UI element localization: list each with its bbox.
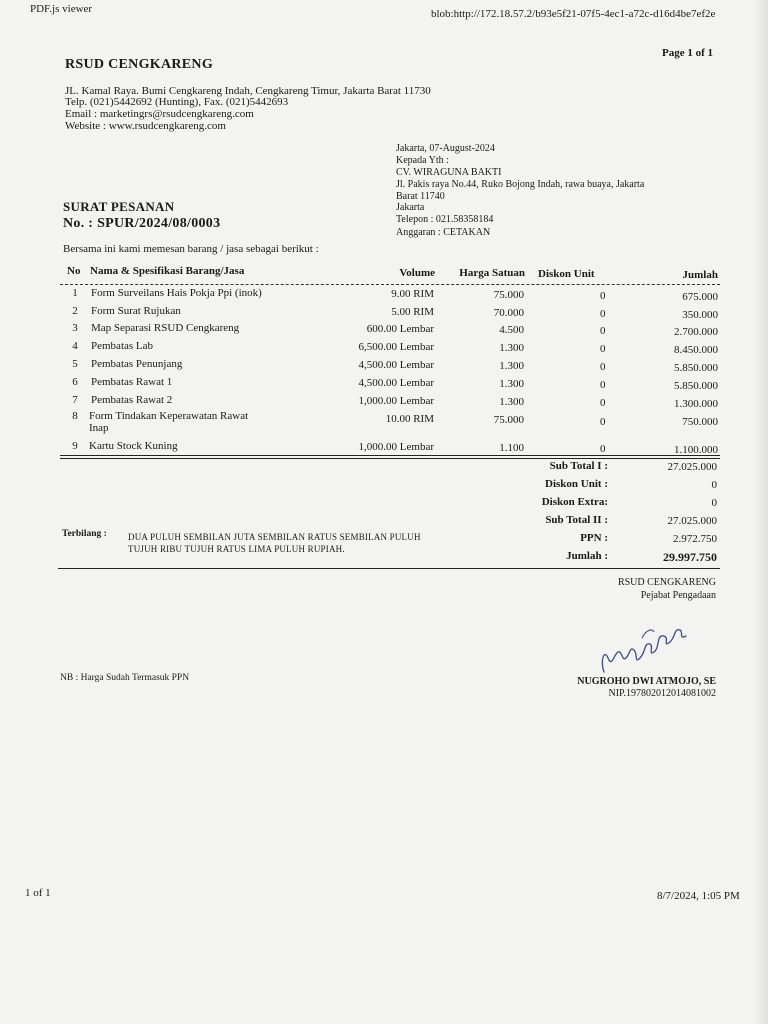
recipient-address-1: Jl. Pakis raya No.44, Ruko Bojong Indah, rawa buaya, Jakarta [396,179,645,190]
row-volume: 10.00 RIM [385,413,434,425]
company-address: JL. Kamal Raya. Bumi Cengkareng Indah, Cengkareng Timur, Jakarta Barat 11730 [65,85,431,97]
row-item-name: Pembatas Lab [91,340,154,352]
row-price: 1.300 [499,378,524,390]
table-footer-divider [60,455,720,459]
ppn-label: PPN : [580,532,608,544]
row-volume: 5.00 RIM [391,306,434,318]
row-price: 75.000 [493,414,524,426]
row-price: 1.300 [499,396,524,408]
row-item-name: Pembatas Rawat 2 [91,394,173,406]
letter-date: Jakarta, 07-August-2024 [396,143,495,154]
row-volume: 9.00 RIM [391,288,434,300]
subtotal2-value: 27.025.000 [667,515,717,527]
summary-divider [58,568,720,569]
header-divider [60,284,720,285]
row-discount: 0 [600,325,606,337]
row-total: 5.850.000 [674,362,718,374]
col-price-header: Harga Satuan [459,267,525,279]
row-item-name: Form Tindakan Keperawatan Rawat [89,410,249,422]
row-price: 70.000 [493,307,524,319]
order-title: SURAT PESANAN [63,199,175,214]
company-phone: Telp. (021)5442692 (Hunting), Fax. (021)5442693 [65,96,289,108]
recipient-kepada: Kepada Yth : [396,155,449,166]
row-no: 8 [72,410,78,422]
row-volume: 6,500.00 Lembar [358,341,434,353]
row-total: 1.100.000 [674,444,718,456]
terbilang-line-2: TUJUH RIBU TUJUH RATUS LIMA PULUH RUPIAH. [128,544,345,554]
col-total-header: Jumlah [682,269,718,281]
ppn-value: 2.972.750 [673,533,717,545]
row-no: 4 [72,340,78,352]
row-total: 750.000 [682,416,718,428]
row-item-name: Kartu Stock Kuning [89,440,178,452]
signature-nip: NIP.197802012014081002 [608,688,716,699]
terbilang-label: Terbilang : [62,529,107,539]
row-volume: 600.00 Lembar [366,323,434,335]
row-no: 2 [72,305,78,317]
row-item-name: Pembatas Penunjang [91,358,183,370]
row-discount: 0 [600,308,606,320]
col-discount-header: Diskon Unit [538,268,595,280]
col-name-header: Nama & Spesifikasi Barang/Jasa [90,265,245,277]
order-intro: Bersama ini kami memesan barang / jasa sebagai berikut : [63,243,319,255]
discount-unit-value: 0 [711,479,717,491]
discount-unit-label: Diskon Unit : [545,478,608,490]
col-no-header: No [67,265,81,277]
row-price: 4.500 [499,324,524,336]
row-total: 350.000 [682,309,718,321]
row-discount: 0 [600,443,606,455]
company-website: Website : www.rsudcengkareng.com [65,120,226,132]
col-volume-header: Volume [399,267,435,279]
row-volume: 1,000.00 Lembar [358,395,434,407]
row-no: 1 [72,287,78,299]
recipient-budget: Anggaran : CETAKAN [396,227,491,238]
recipient-phone: Telepon : 021.58358184 [396,214,494,225]
row-discount: 0 [600,416,606,428]
discount-extra-value: 0 [711,497,717,509]
row-price: 1.100 [499,442,524,454]
row-no: 5 [72,358,78,370]
row-total: 5.850.000 [674,380,718,392]
paper-edge-shadow [754,0,768,1024]
terbilang-line-1: DUA PULUH SEMBILAN JUTA SEMBILAN RATUS SEMBILAN PULUH [128,532,421,542]
row-discount: 0 [600,343,606,355]
row-discount: 0 [600,379,606,391]
row-item-name: Map Separasi RSUD Cengkareng [91,322,240,334]
row-total: 2.700.000 [674,326,718,338]
page-indicator: Page 1 of 1 [662,47,714,59]
total-value: 29.997.750 [663,550,717,564]
row-price: 1.300 [499,360,524,372]
recipient-city: Jakarta [396,202,425,213]
row-discount: 0 [600,397,606,409]
row-total: 675.000 [682,291,718,303]
price-note: NB : Harga Sudah Termasuk PPN [60,673,190,683]
blob-url: blob:http://172.18.57.2/b93e5f21-07f5-4ec1-a72c-d16d4be7ef2e [431,8,716,20]
row-total: 1.300.000 [674,398,718,410]
row-item-name: Form Surveilans Hais Pokja Ppi (inok) [91,287,262,299]
handwritten-signature-icon [596,618,691,680]
viewer-title: PDF.js viewer [30,3,93,15]
row-price: 75.000 [493,289,524,301]
row-no: 9 [72,440,78,452]
row-discount: 0 [600,361,606,373]
signature-role: Pejabat Pengadaan [640,590,716,601]
row-item-name: Pembatas Rawat 1 [91,376,173,388]
company-email: Email : marketingrs@rsudcengkareng.com [65,108,254,120]
row-item-name-cont: Inap [89,422,109,434]
subtotal2-label: Sub Total II : [545,514,608,526]
row-price: 1.300 [499,342,524,354]
subtotal1-value: 27.025.000 [667,461,717,473]
row-discount: 0 [600,290,606,302]
recipient-name: CV. WIRAGUNA BAKTI [396,167,502,178]
row-volume: 1,000.00 Lembar [358,441,434,453]
footer-datetime: 8/7/2024, 1:05 PM [657,890,740,902]
recipient-address-2: Barat 11740 [396,191,445,202]
row-total: 8.450.000 [674,344,718,356]
signature-name: NUGROHO DWI ATMOJO, SE [577,676,716,687]
footer-page: 1 of 1 [25,887,51,899]
company-name: RSUD CENGKARENG [65,57,214,72]
row-volume: 4,500.00 Lembar [358,377,434,389]
row-no: 6 [72,376,78,388]
total-label: Jumlah : [566,550,608,562]
subtotal1-label: Sub Total I : [549,460,608,472]
row-no: 3 [72,322,78,334]
row-no: 7 [72,394,78,406]
row-item-name: Form Surat Rujukan [91,305,181,317]
row-volume: 4,500.00 Lembar [358,359,434,371]
order-number: No. : SPUR/2024/08/0003 [63,216,221,231]
signature-org: RSUD CENGKARENG [617,577,716,588]
discount-extra-label: Diskon Extra: [541,496,608,508]
